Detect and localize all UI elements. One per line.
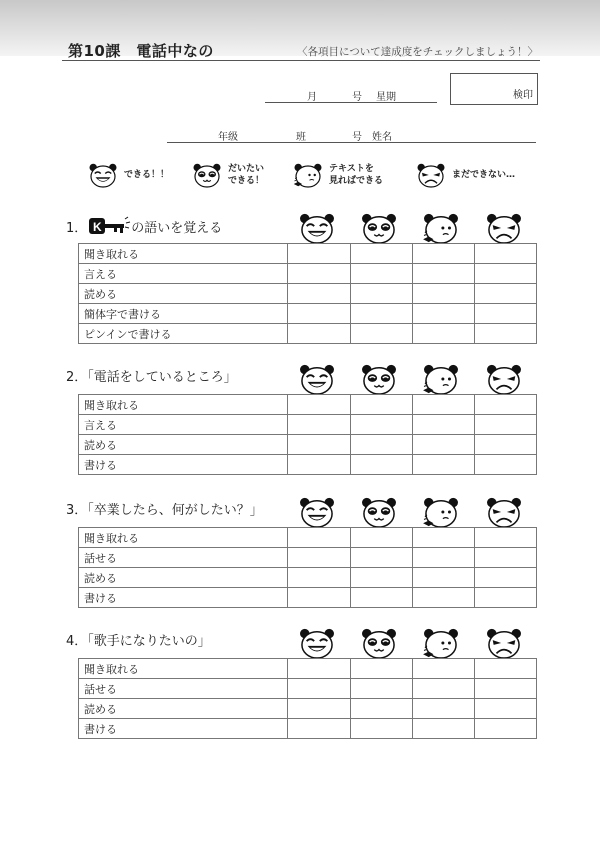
table-row (79, 395, 537, 415)
section-title-text: 2．「電話をしているところ」 (66, 370, 237, 385)
month-label: 月 (307, 92, 317, 103)
check-cell-sad[interactable] (474, 244, 536, 264)
check-cell-smile[interactable] (350, 244, 412, 264)
check-cell-sad[interactable] (474, 324, 536, 344)
check-cell-smile[interactable] (350, 699, 412, 719)
skills-table (78, 658, 537, 739)
check-cell-book[interactable] (412, 719, 474, 739)
weekday-label: 星期 (376, 92, 396, 103)
check-cell-book[interactable] (412, 588, 474, 608)
check-cell-grin[interactable] (288, 395, 350, 415)
table-row (79, 435, 537, 455)
skill-label: 簡体字で書ける (79, 304, 288, 324)
panda-book-icon (293, 162, 323, 188)
table-row (79, 455, 537, 475)
check-cell-sad[interactable] (474, 699, 536, 719)
key-icon (87, 215, 131, 237)
panda-grin-icon (298, 212, 336, 244)
check-cell-grin[interactable] (288, 264, 350, 284)
check-cell-grin[interactable] (288, 324, 350, 344)
panda-sad-icon (485, 212, 523, 244)
skill-label: 書ける (79, 719, 288, 739)
section-title-text: 3．「卒業したら、何がしたい？」 (66, 503, 263, 518)
check-cell-smile[interactable] (350, 588, 412, 608)
section-title (66, 366, 237, 385)
table-row (79, 244, 537, 264)
check-cell-sad[interactable] (474, 395, 536, 415)
skill-label: ピンインで書ける (79, 324, 288, 344)
skill-label: 聞き取れる (79, 659, 288, 679)
check-cell-smile[interactable] (350, 679, 412, 699)
date-line[interactable] (265, 102, 437, 103)
legend-item-book (293, 162, 383, 188)
check-cell-grin[interactable] (288, 679, 350, 699)
check-cell-grin[interactable] (288, 699, 350, 719)
check-cell-smile[interactable] (350, 264, 412, 284)
check-cell-grin[interactable] (288, 568, 350, 588)
skill-label: 読める (79, 435, 288, 455)
skill-label: 聞き取れる (79, 528, 288, 548)
table-row (79, 264, 537, 284)
table-row (79, 588, 537, 608)
skills-table (78, 527, 537, 608)
grade-label: 年级 (218, 132, 238, 143)
legend-item-smile (192, 162, 264, 188)
check-cell-smile[interactable] (350, 568, 412, 588)
check-cell-book[interactable] (412, 415, 474, 435)
check-cell-grin[interactable] (288, 455, 350, 475)
table-row (79, 659, 537, 679)
table-row (79, 679, 537, 699)
legend-item-grin (88, 162, 169, 188)
check-cell-grin[interactable] (288, 588, 350, 608)
legend-text: テキストを 見ればできる (329, 164, 384, 186)
check-cell-book[interactable] (412, 568, 474, 588)
legend-text: まだできない… (452, 170, 516, 180)
panda-smile-icon (360, 496, 398, 528)
section-title-text: 1． (66, 220, 88, 236)
check-cell-sad[interactable] (474, 719, 536, 739)
number-label: 号 (352, 132, 362, 143)
table-row (79, 304, 537, 324)
skill-label: 言える (79, 264, 288, 284)
check-cell-grin[interactable] (288, 659, 350, 679)
panda-sad-icon (485, 627, 523, 659)
check-cell-book[interactable] (412, 659, 474, 679)
check-cell-sad[interactable] (474, 304, 536, 324)
skill-label: 聞き取れる (79, 244, 288, 264)
panda-book-icon (422, 627, 460, 659)
check-cell-smile[interactable] (350, 284, 412, 304)
svg-text:K: K (93, 220, 102, 234)
skills-table (78, 243, 537, 344)
check-cell-book[interactable] (412, 455, 474, 475)
check-cell-book[interactable] (412, 699, 474, 719)
panda-grin-icon (298, 627, 336, 659)
panda-sad-icon (416, 162, 446, 188)
check-cell-sad[interactable] (474, 264, 536, 284)
check-cell-smile[interactable] (350, 304, 412, 324)
check-cell-book[interactable] (412, 679, 474, 699)
table-row (79, 568, 537, 588)
skill-label: 読める (79, 284, 288, 304)
skill-label: 書ける (79, 588, 288, 608)
skill-label: 読める (79, 568, 288, 588)
section-title (66, 499, 263, 518)
check-cell-sad[interactable] (474, 528, 536, 548)
check-cell-sad[interactable] (474, 435, 536, 455)
student-info-line[interactable] (167, 142, 536, 143)
check-cell-sad[interactable] (474, 679, 536, 699)
panda-grin-icon (298, 363, 336, 395)
check-cell-book[interactable] (412, 264, 474, 284)
check-cell-smile[interactable] (350, 548, 412, 568)
check-cell-smile[interactable] (350, 659, 412, 679)
skill-label: 話せる (79, 548, 288, 568)
class-label: 班 (296, 132, 306, 143)
day-label: 号 (352, 92, 362, 103)
panda-smile-icon (360, 627, 398, 659)
skill-label: 読める (79, 699, 288, 719)
table-row (79, 415, 537, 435)
check-cell-sad[interactable] (474, 455, 536, 475)
panda-smile-icon (360, 212, 398, 244)
section-title (66, 630, 211, 649)
section-title-suffix: の語いを覚える (131, 220, 223, 236)
check-cell-sad[interactable] (474, 415, 536, 435)
name-label: 姓名 (372, 132, 392, 143)
check-cell-grin[interactable] (288, 719, 350, 739)
check-cell-book[interactable] (412, 435, 474, 455)
inspection-label: 検印 (513, 90, 533, 101)
check-cell-grin[interactable] (288, 528, 350, 548)
table-row (79, 528, 537, 548)
check-cell-book[interactable] (412, 528, 474, 548)
panda-smile-icon (360, 363, 398, 395)
check-cell-grin[interactable] (288, 548, 350, 568)
panda-sad-icon (485, 496, 523, 528)
check-cell-sad[interactable] (474, 548, 536, 568)
check-cell-sad[interactable] (474, 568, 536, 588)
skill-label: 聞き取れる (79, 395, 288, 415)
legend-text: できる！！ (124, 170, 170, 180)
table-row (79, 324, 537, 344)
table-row (79, 284, 537, 304)
check-cell-smile[interactable] (350, 455, 412, 475)
table-row (79, 699, 537, 719)
legend-text: だいたい できる！ (228, 164, 265, 186)
check-cell-grin[interactable] (288, 304, 350, 324)
skill-label: 言える (79, 415, 288, 435)
check-cell-book[interactable] (412, 395, 474, 415)
panda-grin-icon (298, 496, 336, 528)
page-title: 第10課 電話中なの (68, 42, 214, 60)
section-title (66, 215, 222, 237)
check-cell-smile[interactable] (350, 395, 412, 415)
check-cell-grin[interactable] (288, 435, 350, 455)
page-subtitle: 〈各項目について達成度をチェックしましょう！〉 (297, 46, 538, 58)
check-cell-book[interactable] (412, 324, 474, 344)
check-cell-smile[interactable] (350, 719, 412, 739)
legend-item-sad (416, 162, 515, 188)
check-cell-book[interactable] (412, 304, 474, 324)
check-cell-grin[interactable] (288, 415, 350, 435)
check-cell-book[interactable] (412, 548, 474, 568)
panda-sad-icon (485, 363, 523, 395)
check-cell-book[interactable] (412, 244, 474, 264)
check-cell-book[interactable] (412, 284, 474, 304)
check-cell-grin[interactable] (288, 284, 350, 304)
check-cell-grin[interactable] (288, 244, 350, 264)
check-cell-smile[interactable] (350, 324, 412, 344)
panda-book-icon (422, 212, 460, 244)
skill-label: 書ける (79, 455, 288, 475)
check-cell-smile[interactable] (350, 415, 412, 435)
skills-table (78, 394, 537, 475)
table-row (79, 719, 537, 739)
check-cell-smile[interactable] (350, 435, 412, 455)
check-cell-sad[interactable] (474, 659, 536, 679)
check-cell-sad[interactable] (474, 588, 536, 608)
title-rule (62, 60, 540, 61)
table-row (79, 548, 537, 568)
check-cell-sad[interactable] (474, 284, 536, 304)
inspection-box[interactable] (450, 73, 538, 105)
panda-book-icon (422, 363, 460, 395)
panda-grin-icon (88, 162, 118, 188)
check-cell-smile[interactable] (350, 528, 412, 548)
panda-smile-icon (192, 162, 222, 188)
skill-label: 話せる (79, 679, 288, 699)
section-title-text: 4．「歌手になりたいの」 (66, 634, 211, 649)
panda-book-icon (422, 496, 460, 528)
